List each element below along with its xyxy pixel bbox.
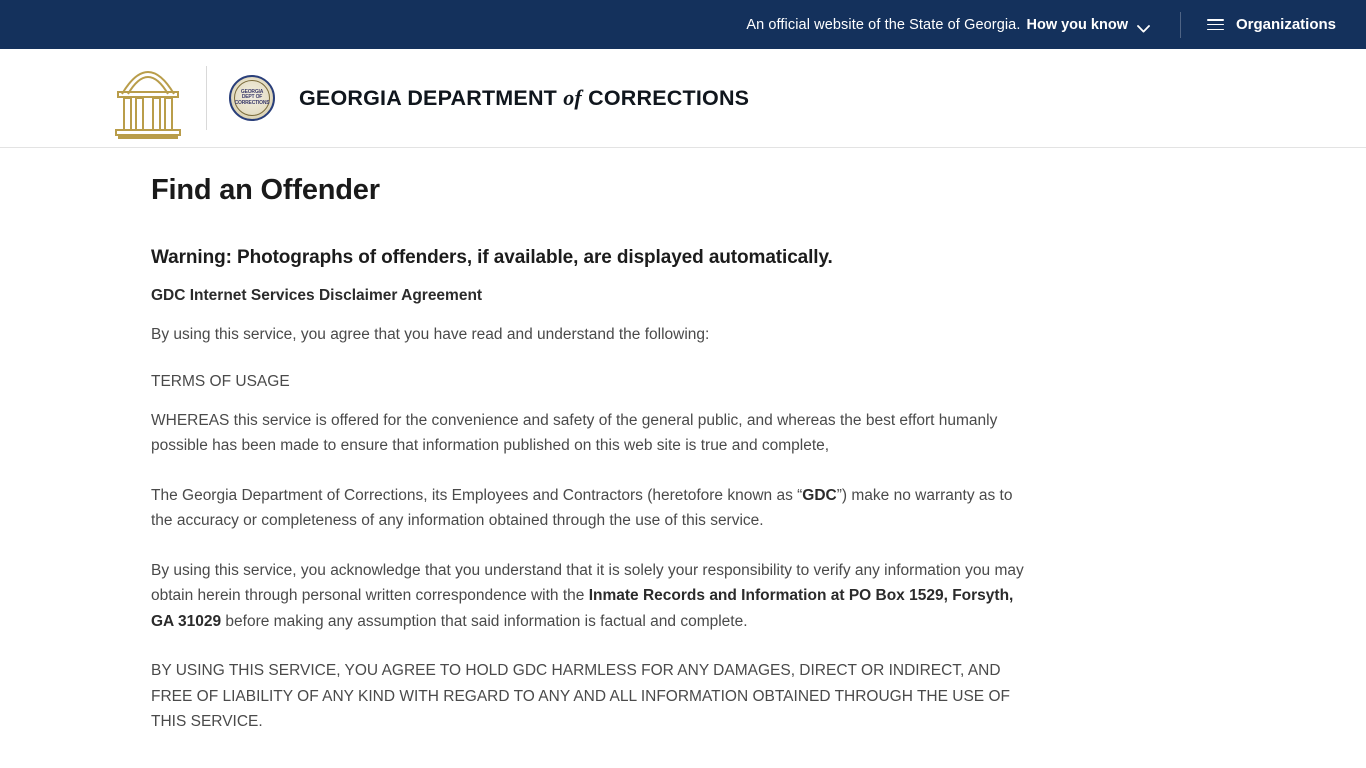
state-banner bbox=[0, 0, 1366, 49]
paragraph-warranty bbox=[151, 483, 1033, 534]
gdc-abbreviation: GDC bbox=[802, 486, 837, 504]
agency-title-of: of bbox=[563, 85, 582, 110]
paragraph-verify-part1: By using this service, you acknowledge that you understand that it is solely your responsibility to verify any information you may obtain herein through personal written correspondence with the bbox=[151, 561, 1024, 604]
agency-title-part1: GEORGIA DEPARTMENT bbox=[299, 86, 558, 110]
page-title: Find an Offender bbox=[151, 174, 380, 206]
paragraph-whereas: WHEREAS this service is offered for the convenience and safety of the general public, and whereas the best effort humanly possible has been made to ensure that information published on this web site is true and complete, bbox=[151, 411, 998, 454]
agreement-intro: By using this service, you agree that you have read and understand the following: bbox=[151, 326, 710, 343]
paragraph-hold-harmless: BY USING THIS SERVICE, YOU AGREE TO HOLD GDC HARMLESS FOR ANY DAMAGES, DIRECT OR INDIRECT, AND FREE OF LIABILITY OF ANY KIND WITH REGARD TO ANY AND ALL INFORMATION OBTAINED THROUGH THE USE OF THIS SERVICE. bbox=[151, 662, 1010, 730]
gdc-seal-text: GEORGIA DEPT OF CORRECTIONS bbox=[234, 80, 270, 116]
list-menu-icon bbox=[1207, 19, 1224, 30]
paragraph-verify-part2: before making any assumption that said information is factual and complete. bbox=[221, 612, 748, 630]
official-site-text bbox=[746, 17, 1020, 33]
agency-title-part2: CORRECTIONS bbox=[588, 86, 750, 110]
terms-of-usage-heading: TERMS OF USAGE bbox=[151, 372, 290, 390]
paragraph-warranty-part2: ”) make no warranty as to the accuracy or completeness of any information obtained through the use of this service. bbox=[151, 486, 1013, 529]
how-you-know-label: How you know bbox=[1026, 16, 1128, 33]
main-content bbox=[0, 174, 1366, 735]
gdc-seal-icon bbox=[229, 75, 275, 121]
header-divider bbox=[206, 66, 207, 130]
disclaimer-heading: GDC Internet Services Disclaimer Agreement bbox=[151, 287, 483, 304]
agency-title[interactable] bbox=[299, 85, 749, 111]
paragraph-verify bbox=[151, 558, 1033, 635]
photo-warning-text: Warning: Photographs of offenders, if available, are displayed automatically. bbox=[151, 247, 833, 268]
official-site-prefix: An official website of the State of Georgia. bbox=[746, 16, 1021, 33]
organizations-menu[interactable] bbox=[1207, 16, 1336, 33]
georgia-arch-logo-icon[interactable] bbox=[110, 52, 186, 138]
paragraph-warranty-part1: The Georgia Department of Corrections, its Employees and Contractors (heretofore known as “ bbox=[151, 486, 803, 504]
organizations-label: Organizations bbox=[1235, 16, 1336, 33]
inmate-records-address: Inmate Records and Information at PO Box 1529, Forsyth, GA 31029 bbox=[151, 587, 1014, 630]
how-you-know-toggle[interactable] bbox=[1026, 17, 1150, 33]
site-header bbox=[0, 49, 1366, 148]
chevron-down-icon bbox=[1137, 21, 1150, 29]
state-bar-divider bbox=[1180, 12, 1181, 38]
